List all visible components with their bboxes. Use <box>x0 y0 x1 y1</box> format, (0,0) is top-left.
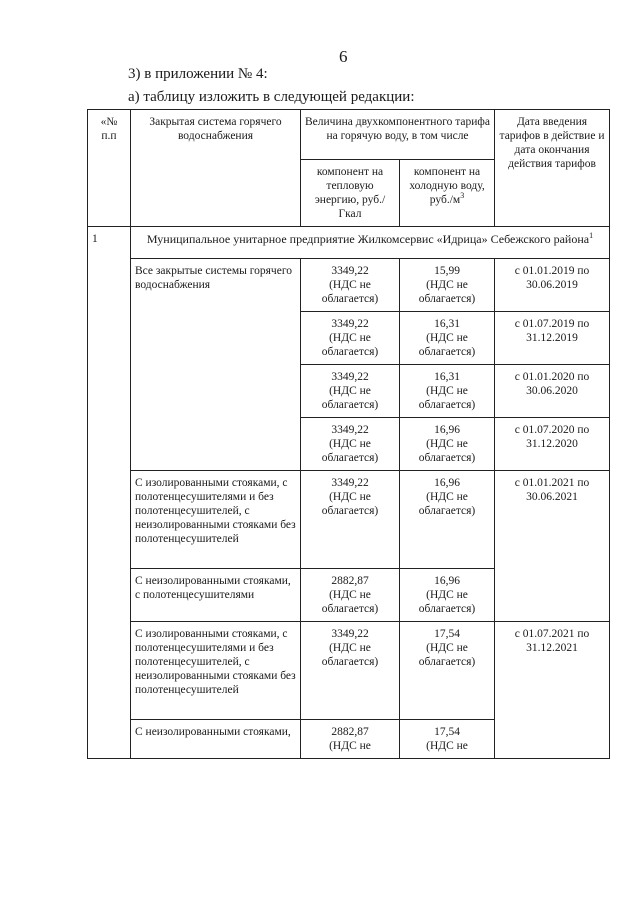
thermal-value: 2882,87 <box>331 726 369 738</box>
dates-cell: с 01.01.2019 по 30.06.2019 <box>495 259 610 312</box>
thermal-cell <box>301 569 400 622</box>
system-cell: Все закрытые системы горячего водоснабжения <box>131 259 301 471</box>
header-cold-water-sup: 3 <box>460 191 465 201</box>
dates-cell: с 01.07.2020 по 31.12.2020 <box>495 418 610 471</box>
cold-value: 17,54 <box>434 628 460 640</box>
dates-cell: с 01.01.2020 по 30.06.2020 <box>495 365 610 418</box>
header-tariff: Величина двухкомпонентного тарифа на горячую воду, в том числе <box>301 110 495 160</box>
cold-note: (НДС не облагается) <box>418 438 476 464</box>
thermal-note: (НДС не <box>329 740 371 752</box>
cold-cell <box>400 418 495 471</box>
header-cold-water-text: компонент на холодную воду, руб./м <box>409 166 485 206</box>
thermal-cell <box>301 471 400 569</box>
dates-cell: с 01.01.2021 по 30.06.2021 <box>495 471 610 622</box>
page-number: 6 <box>339 47 348 66</box>
cold-cell <box>400 471 495 569</box>
thermal-cell <box>301 365 400 418</box>
system-cell: С изолированными стояками, с полотенцесушителями и без полотенцесушителей, с неизолированными стояками без полотенцесушителей <box>131 471 301 569</box>
cold-note: (НДС не облагается) <box>418 642 476 668</box>
thermal-value: 3349,22 <box>331 371 369 383</box>
header-system: Закрытая система горячего водоснабжения <box>131 110 301 227</box>
thermal-note: (НДС не облагается) <box>321 332 379 358</box>
thermal-value: 3349,22 <box>331 318 369 330</box>
cold-value: 16,96 <box>434 477 460 489</box>
dates-cell: с 01.07.2021 по 31.12.2021 <box>495 622 610 759</box>
thermal-cell <box>301 622 400 720</box>
thermal-cell <box>301 312 400 365</box>
org-row <box>88 227 610 259</box>
header-thermal: компонент на тепловую энергию, руб./Гкал <box>301 160 400 227</box>
system-cell: С неизолированными стояками, <box>131 720 301 759</box>
intro-line-2: а) таблицу изложить в следующей редакции: <box>128 89 415 105</box>
cold-value: 15,99 <box>434 265 460 277</box>
thermal-value: 3349,22 <box>331 477 369 489</box>
org-footnote: 1 <box>589 231 594 240</box>
intro-line-1: 3) в приложении № 4: <box>128 66 268 82</box>
thermal-value: 3349,22 <box>331 265 369 277</box>
cold-note: (НДС не облагается) <box>418 385 476 411</box>
cold-note: (НДС не <box>426 740 468 752</box>
system-cell: С неизолированными стояками, с полотенцесушителями <box>131 569 301 622</box>
cold-note: (НДС не облагается) <box>418 589 476 615</box>
table-row <box>88 622 610 720</box>
cold-cell <box>400 312 495 365</box>
org-name-text: Муниципальное унитарное предприятие Жилкомсервис «Идрица» Себежского района <box>146 232 590 246</box>
table-row <box>88 471 610 569</box>
thermal-note: (НДС не облагается) <box>321 279 379 305</box>
dates-cell: с 01.07.2019 по 31.12.2019 <box>495 312 610 365</box>
thermal-cell <box>301 720 400 759</box>
thermal-note: (НДС не облагается) <box>321 438 379 464</box>
cold-note: (НДС не облагается) <box>418 332 476 358</box>
header-cold-water <box>400 160 495 227</box>
thermal-value: 2882,87 <box>331 575 369 587</box>
thermal-cell <box>301 418 400 471</box>
header-dates: Дата введения тарифов в действие и дата окончания действия тарифов <box>495 110 610 227</box>
cold-cell <box>400 720 495 759</box>
cold-value: 17,54 <box>434 726 460 738</box>
cold-note: (НДС не облагается) <box>418 279 476 305</box>
cold-cell <box>400 569 495 622</box>
org-num: 1 <box>88 227 131 759</box>
cold-cell <box>400 259 495 312</box>
system-cell: С изолированными стояками, с полотенцесушителями и без полотенцесушителей, с неизолированными стояками без полотенцесушителей <box>131 622 301 720</box>
cold-value: 16,96 <box>434 575 460 587</box>
thermal-value: 3349,22 <box>331 424 369 436</box>
cold-value: 16,96 <box>434 424 460 436</box>
thermal-value: 3349,22 <box>331 628 369 640</box>
cold-value: 16,31 <box>434 318 460 330</box>
table-row <box>88 259 610 312</box>
cold-value: 16,31 <box>434 371 460 383</box>
cold-cell <box>400 622 495 720</box>
table-header-row <box>88 110 610 160</box>
cold-note: (НДС не облагается) <box>418 491 476 517</box>
thermal-note: (НДС не облагается) <box>321 642 379 668</box>
thermal-note: (НДС не облагается) <box>321 589 379 615</box>
thermal-note: (НДС не облагается) <box>321 385 379 411</box>
header-num: «№ п.п <box>88 110 131 227</box>
cold-cell <box>400 365 495 418</box>
thermal-cell <box>301 259 400 312</box>
org-name <box>131 227 610 259</box>
tariff-table <box>87 109 610 759</box>
thermal-note: (НДС не облагается) <box>321 491 379 517</box>
